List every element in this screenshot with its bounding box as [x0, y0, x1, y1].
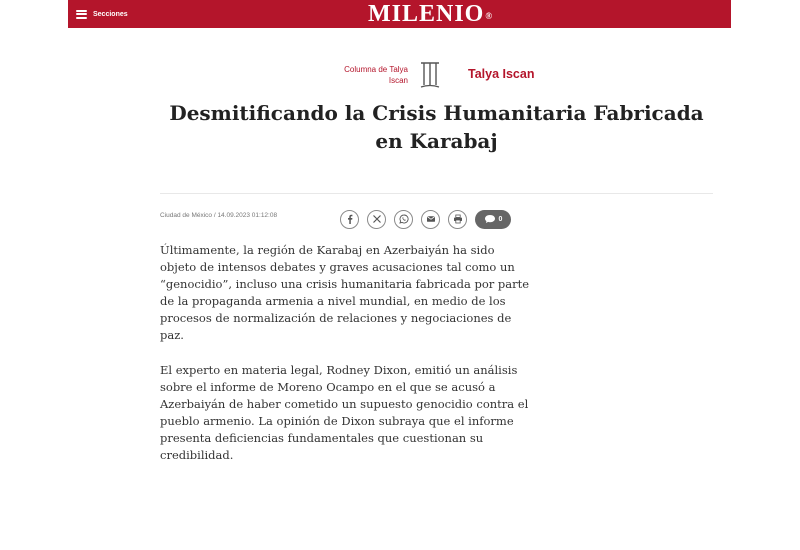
share-toolbar [340, 208, 511, 230]
article-paragraph: Últimamente, la región de Karabaj en Azerbaiyán ha sido objeto de intensos debates y graves acusaciones tal como un “genocidio”, incluso una crisis humanitaria fabricada por parte de la propaganda armenia a nivel mundial, en medio de los procesos de normalización de relaciones y negociaciones de paz. [160, 243, 530, 342]
x-icon [372, 214, 382, 224]
sections-menu-label: Secciones [93, 10, 128, 18]
article-body [160, 242, 530, 482]
hamburger-menu-icon [76, 10, 87, 19]
milenio-logo[interactable] [368, 1, 493, 27]
top-navigation-bar [68, 0, 731, 28]
share-email-button[interactable] [421, 210, 440, 229]
share-x-button[interactable] [367, 210, 386, 229]
article-headline: Desmitificando la Crisis Humanitaria Fabricada en Karabaj [169, 101, 704, 153]
share-whatsapp-button[interactable] [394, 210, 413, 229]
author-block [330, 60, 560, 92]
share-facebook-button[interactable] [340, 210, 359, 229]
print-button[interactable] [448, 210, 467, 229]
author-name-link[interactable]: Talya Iscan [468, 67, 535, 81]
print-icon [453, 214, 463, 224]
logo-text: MILENIO [368, 1, 485, 27]
comments-button[interactable] [475, 210, 511, 229]
registered-mark: ® [485, 11, 494, 21]
comment-count: 0 [498, 215, 503, 223]
sections-menu-button[interactable] [76, 6, 128, 22]
whatsapp-icon [399, 214, 409, 224]
article-paragraph: El experto en materia legal, Rodney Dixon, emitió un análisis sobre el informe de Moreno Ocampo en el que se acusó a Azerbaiyán de haber cometido un supuesto genocidio contra el pueblo armenio. La opinión de Dixon subraya que el informe presenta deficiencias fundamentales que cuestionan su credibilidad. [160, 363, 529, 462]
email-icon [426, 214, 436, 224]
comment-icon [484, 214, 496, 224]
divider [160, 193, 713, 194]
facebook-icon [345, 214, 355, 224]
columnist-pen-icon [418, 60, 442, 90]
article-dateline: Ciudad de México / 14.09.2023 01:12:08 [160, 212, 278, 219]
column-caption: Columna de Talya Iscan [344, 65, 408, 85]
